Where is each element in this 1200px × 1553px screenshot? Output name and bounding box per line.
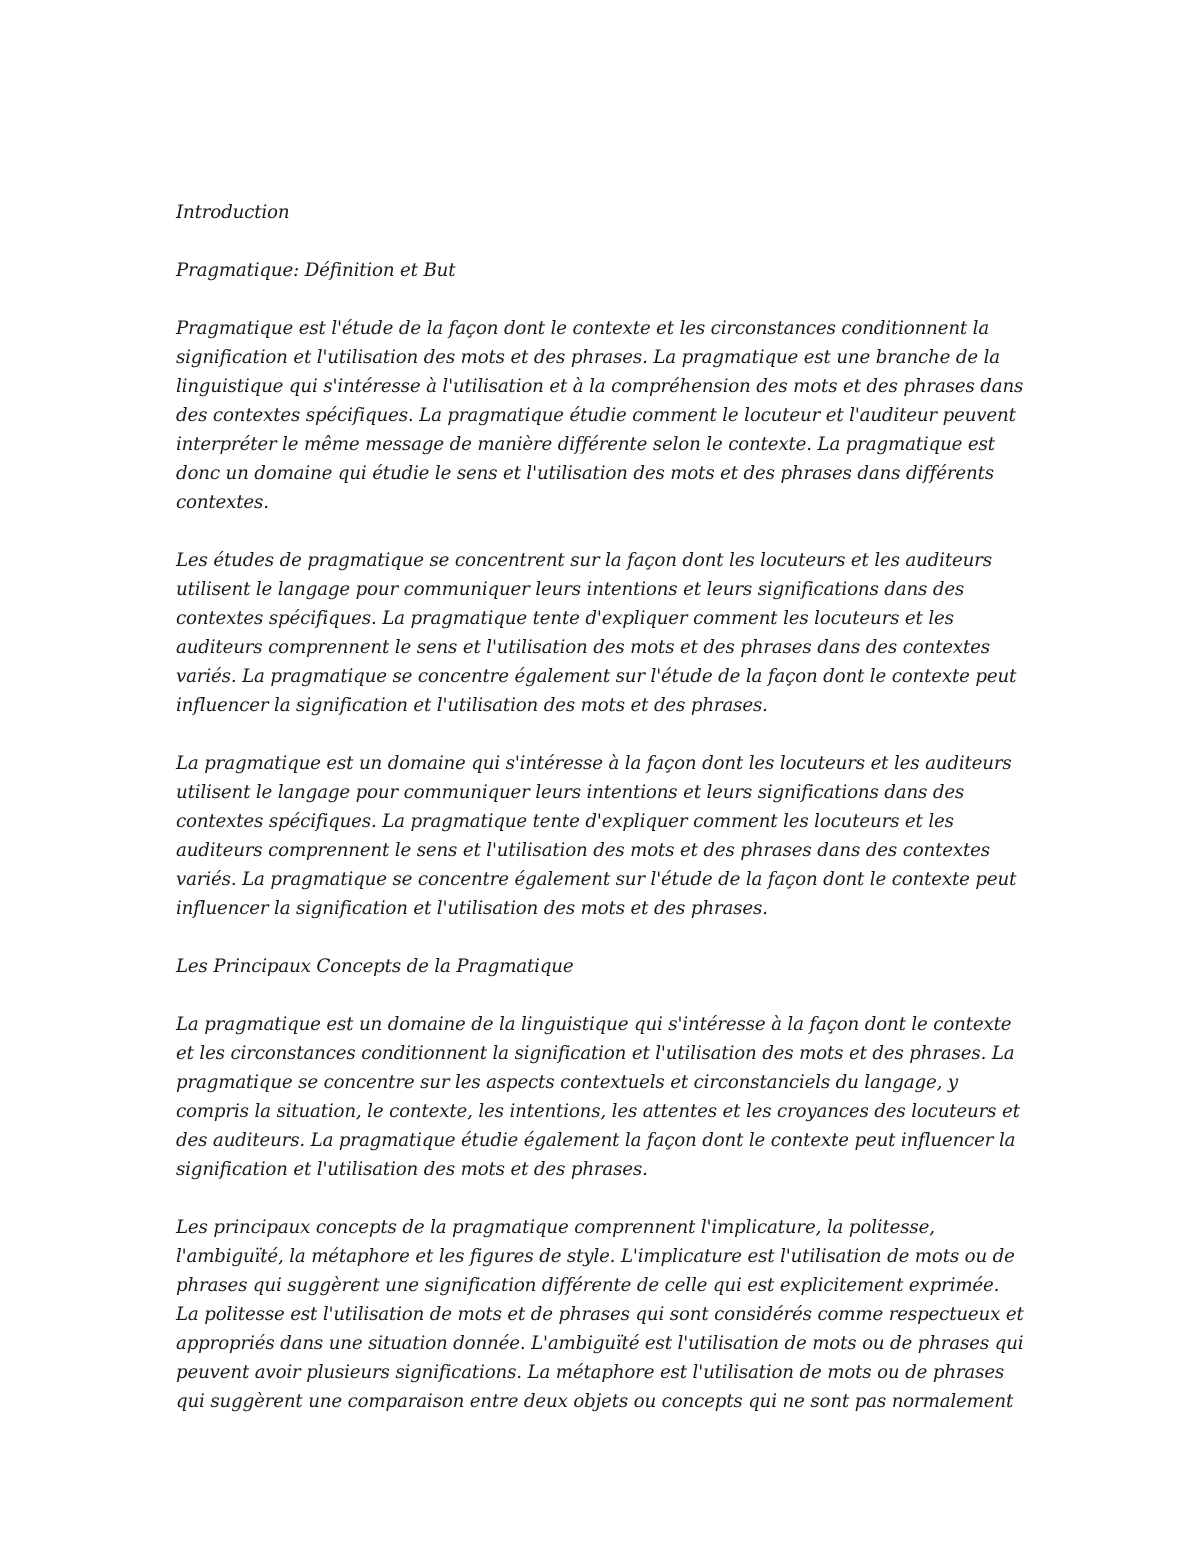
paragraph: La pragmatique est un domaine qui s'intéresse à la façon dont les locuteurs et les auditeurs utilisent le langage pour communiquer leurs intentions et leurs significations dans des contextes spécifiques. La pragmatique tente d'expliquer comment les locuteurs et les auditeurs comprennent le sens et l'utilisation des mots et des phrases dans des contextes variés. La pragmatique se concentre également sur l'étude de la façon dont le contexte peut influencer la signification et l'utilisation des mots et des phrases. (176, 753, 1017, 919)
heading-concepts: Les Principaux Concepts de la Pragmatique (176, 956, 574, 977)
document-body (176, 198, 1026, 1445)
heading-definition: Pragmatique: Définition et But (176, 260, 456, 281)
heading-introduction: Introduction (176, 202, 290, 223)
paragraph: La pragmatique est un domaine de la linguistique qui s'intéresse à la façon dont le contexte et les circonstances conditionnent la signification et l'utilisation des mots et des phrases. La pragmatique se concentre sur les aspects contextuels et circonstanciels du langage, y compris la situation, le contexte, les intentions, les attentes et les croyances des locuteurs et des auditeurs. La pragmatique étudie également la façon dont le contexte peut influencer la signification et l'utilisation des mots et des phrases. (176, 1014, 1020, 1180)
paragraph: Les études de pragmatique se concentrent sur la façon dont les locuteurs et les auditeurs utilisent le langage pour communiquer leurs intentions et leurs significations dans des contextes spécifiques. La pragmatique tente d'expliquer comment les locuteurs et les auditeurs comprennent le sens et l'utilisation des mots et des phrases dans des contextes variés. La pragmatique se concentre également sur l'étude de la façon dont le contexte peut influencer la signification et l'utilisation des mots et des phrases. (176, 550, 1017, 716)
paragraph: Pragmatique est l'étude de la façon dont le contexte et les circonstances conditionnent la signification et l'utilisation des mots et des phrases. La pragmatique est une branche de la linguistique qui s'intéresse à l'utilisation et à la compréhension des mots et des phrases dans des contextes spécifiques. La pragmatique étudie comment le locuteur et l'auditeur peuvent interpréter le même message de manière différente selon le contexte. La pragmatique est donc un domaine qui étudie le sens et l'utilisation des mots et des phrases dans différents contextes. (176, 318, 1024, 513)
paragraph: Les principaux concepts de la pragmatique comprennent l'implicature, la politesse, l'ambiguïté, la métaphore et les figures de style. L'implicature est l'utilisation de mots ou de phrases qui suggèrent une signification différente de celle qui est explicitement exprimée. La politesse est l'utilisation de mots et de phrases qui sont considérés comme respectueux et appropriés dans une situation donnée. L'ambiguïté est l'utilisation de mots ou de phrases qui peuvent avoir plusieurs significations. La métaphore est l'utilisation de mots ou de phrases qui suggèrent une comparaison entre deux objets ou concepts qui ne sont pas normalement (176, 1217, 1024, 1412)
